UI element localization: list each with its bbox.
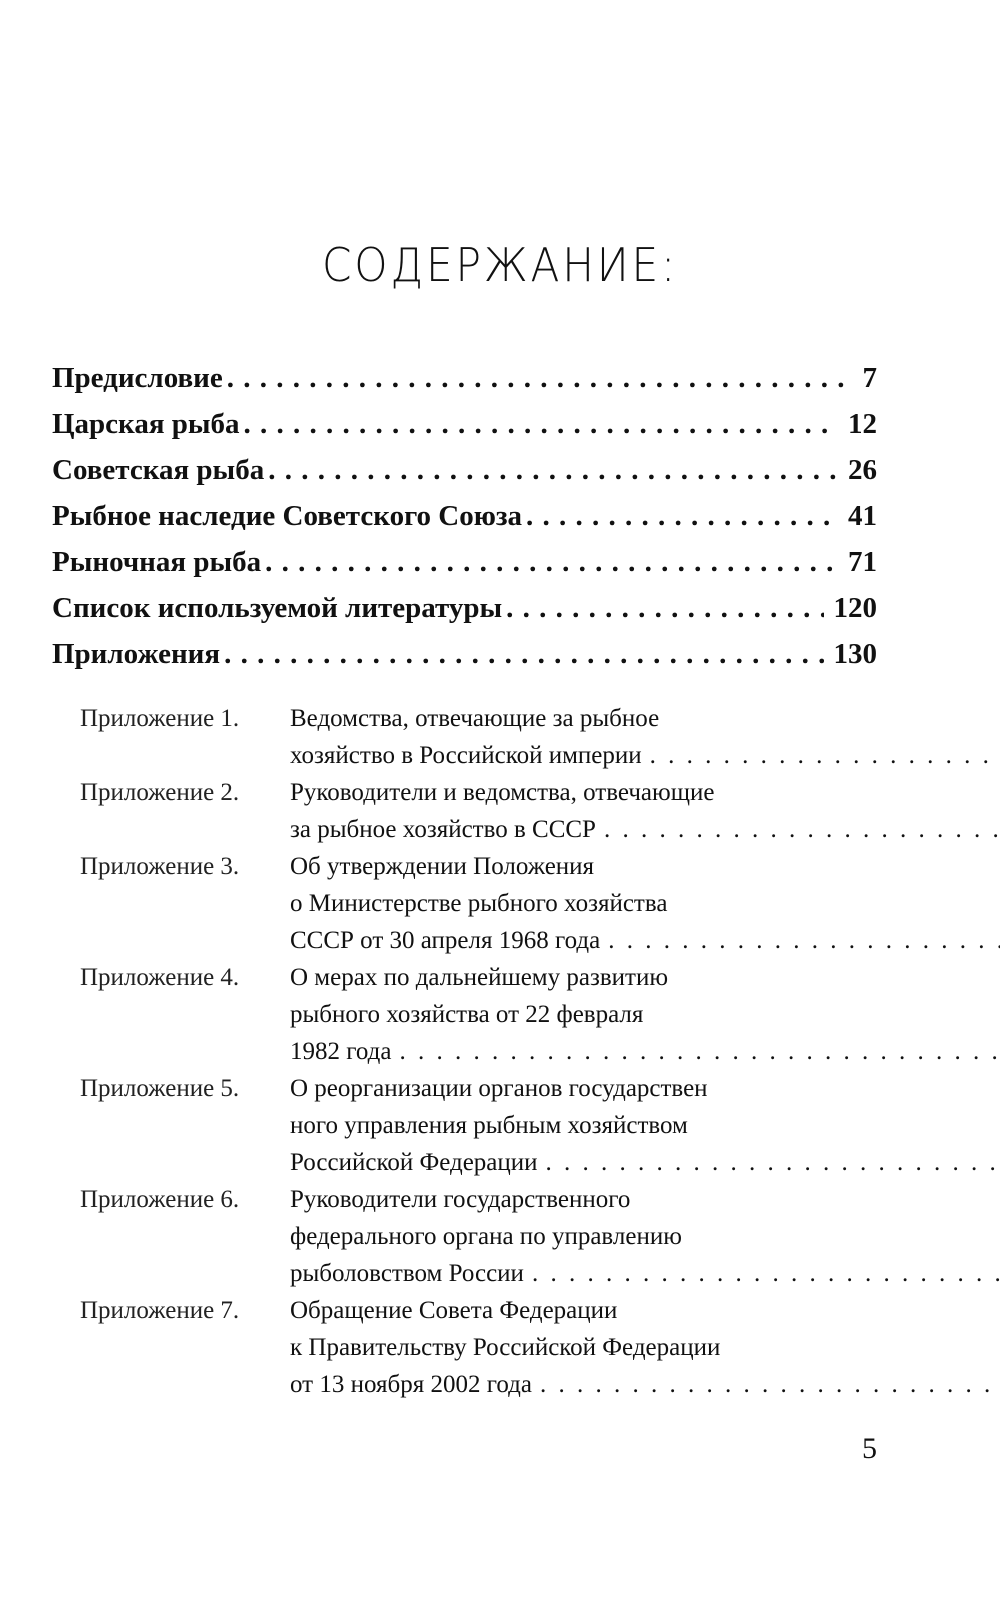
- appendix-label: Приложение 3.: [80, 853, 240, 880]
- appendix-title-line: 1982 года: [290, 1038, 392, 1065]
- toc-entry-market-fish[interactable]: [52, 546, 877, 592]
- dot-leader: [526, 500, 838, 533]
- appendix-entry-7[interactable]: [80, 1292, 877, 1403]
- appendix-entry-3[interactable]: [80, 848, 877, 959]
- appendix-title-line: О реорганизации органов государствен: [290, 1075, 708, 1102]
- dot-leader: [540, 1366, 1000, 1403]
- dot-leader: [506, 592, 823, 625]
- appendix-toc: [80, 700, 877, 1403]
- toc-entry-soviet-legacy[interactable]: [52, 500, 877, 546]
- toc-entry-label: Приложения: [52, 638, 221, 670]
- dot-leader: [268, 454, 838, 487]
- appendix-entry-1[interactable]: [80, 700, 877, 774]
- toc-entry-page: 12: [848, 408, 877, 440]
- dot-leader: [608, 922, 1000, 959]
- toc-entry-tsar-fish[interactable]: [52, 408, 877, 454]
- appendix-title-line: к Правительству Российской Федерации: [290, 1334, 721, 1361]
- toc-entry-appendices[interactable]: [52, 638, 877, 684]
- appendix-label: Приложение 5.: [80, 1075, 240, 1102]
- appendix-title-line: Обращение Совета Федерации: [290, 1297, 618, 1324]
- dot-leader: [244, 408, 838, 441]
- appendix-title-line: от 13 ноября 2002 года: [290, 1371, 532, 1398]
- dot-leader: [650, 737, 1000, 774]
- appendix-title-line: рыбного хозяйства от 22 февраля: [290, 1001, 644, 1028]
- appendix-title-line: о Министерстве рыбного хозяйства: [290, 890, 668, 917]
- toc-entry-label: Рыбное наследие Советского Союза: [52, 500, 523, 532]
- appendix-title-line: Ведомства, отвечающие за рыбное: [290, 705, 660, 732]
- toc-entry-page: 26: [848, 454, 877, 486]
- dot-leader: [224, 638, 823, 671]
- appendix-entry-5[interactable]: [80, 1070, 877, 1181]
- appendix-label: Приложение 2.: [80, 779, 240, 806]
- toc-entry-label: Список используемой литературы: [52, 592, 503, 624]
- toc-entry-page: 41: [848, 500, 877, 532]
- appendix-title-line: О мерах по дальнейшему развитию: [290, 964, 669, 991]
- appendix-title-line: Руководители и ведомства, отвечающие: [290, 779, 715, 806]
- page-title: СОДЕРЖАНИЕ:: [321, 238, 679, 292]
- appendix-title-line: за рыбное хозяйство в СССР: [290, 816, 596, 843]
- appendix-entry-6[interactable]: [80, 1181, 877, 1292]
- dot-leader: [546, 1144, 1000, 1181]
- toc-entry-label: Рыночная рыба: [52, 546, 262, 578]
- appendix-entry-2[interactable]: [80, 774, 877, 848]
- page-number: 5: [862, 1432, 877, 1465]
- appendix-label: Приложение 6.: [80, 1186, 240, 1213]
- toc-entry-label: Предисловие: [52, 362, 223, 394]
- toc-entry-preface[interactable]: [52, 362, 877, 408]
- appendix-title-line: Об утверждении Положения: [290, 853, 595, 880]
- appendix-title-line: ного управления рыбным хозяйством: [290, 1112, 688, 1139]
- dot-leader: [532, 1255, 1000, 1292]
- dot-leader: [227, 362, 853, 395]
- appendix-entry-4[interactable]: [80, 959, 877, 1070]
- toc-entry-page: 7: [862, 362, 877, 394]
- appendix-label: Приложение 4.: [80, 964, 240, 991]
- toc-entry-label: Царская рыба: [52, 408, 240, 440]
- appendix-title-line: Руководители государственного: [290, 1186, 631, 1213]
- dot-leader: [604, 811, 1000, 848]
- appendix-label: Приложение 7.: [80, 1297, 240, 1324]
- appendix-title-line: рыболовством России: [290, 1260, 524, 1287]
- appendix-title-line: Российской Федерации: [290, 1149, 538, 1176]
- appendix-title-line: СССР от 30 апреля 1968 года: [290, 927, 601, 954]
- toc-entry-page: 120: [833, 592, 877, 624]
- dot-leader: [265, 546, 838, 579]
- appendix-title-line: федерального органа по управлению: [290, 1223, 682, 1250]
- toc-entry-bibliography[interactable]: [52, 592, 877, 638]
- main-toc: [52, 362, 877, 684]
- appendix-label: Приложение 1.: [80, 705, 240, 732]
- toc-entry-soviet-fish[interactable]: [52, 454, 877, 500]
- toc-entry-label: Советская рыба: [52, 454, 265, 486]
- toc-entry-page: 130: [833, 638, 877, 670]
- toc-entry-page: 71: [848, 546, 877, 578]
- dot-leader: [399, 1033, 1000, 1070]
- appendix-title-line: хозяйство в Российской империи: [290, 742, 642, 769]
